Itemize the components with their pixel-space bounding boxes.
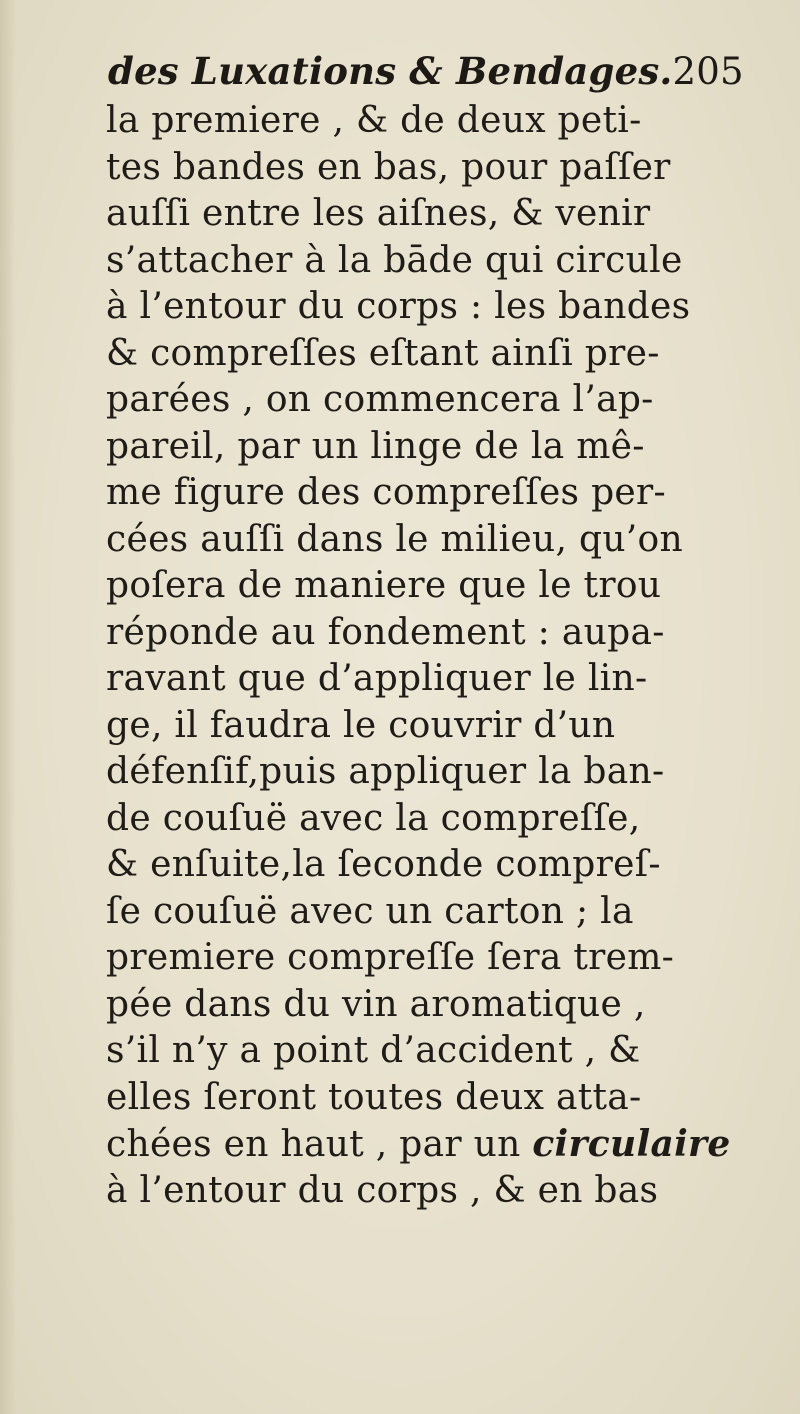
text-line: réponde au fondement : aupa- — [106, 611, 665, 653]
text-line: à l’entour du corps : les bandes — [106, 286, 691, 327]
text-line: cées auſſi dans le milieu, qu’on — [106, 518, 684, 560]
text-line: tes bandes en bas, pour paſſer — [106, 146, 671, 188]
text-line: elles ſeront toutes deux atta- — [106, 1076, 642, 1118]
text-line: me figure des compreſſes per- — [106, 472, 667, 513]
text-line: poſera de maniere que le trou — [106, 565, 662, 606]
emphasis-word: circulaire — [532, 1123, 731, 1165]
text-line: défenſif,puis appliquer la ban- — [106, 751, 665, 792]
text-line — [106, 1121, 731, 1168]
page-number: 205 — [672, 50, 744, 93]
text-line: parées , on commencera l’ap- — [106, 379, 654, 420]
text-line: pée dans du vin aromatique , — [106, 983, 646, 1025]
page-gutter-shadow — [0, 0, 16, 1414]
text-line: s’attacher à la bāde qui circule — [106, 239, 683, 281]
text-line-lead: chées en haut , par un — [106, 1124, 521, 1165]
text-line: de couſuë avec la compreſſe, — [106, 797, 641, 839]
text-line: la premiere , & de deux peti- — [106, 100, 642, 141]
running-title: des Luxations & Bendages. — [108, 49, 673, 93]
text-line: & compreſſes eſtant ainſi pre- — [106, 332, 660, 374]
text-line: auſſi entre les aiſnes, & venir — [106, 193, 651, 234]
text-line: ſe couſuë avec un carton ; la — [106, 890, 634, 932]
text-line: ge, il faudra le couvrir d’un — [106, 704, 616, 746]
text-line: à l’entour du corps , & en bas — [106, 1169, 659, 1211]
text-line: ravant que d’appliquer le lin- — [106, 658, 648, 699]
text-line: s’il n’y a point d’accident , & — [106, 1030, 641, 1071]
body-text — [106, 98, 731, 1214]
text-line: pareil, par un linge de la mê- — [106, 425, 645, 467]
text-line: & enſuite,la ſeconde compreſ- — [106, 844, 661, 885]
running-head — [108, 46, 744, 96]
text-line: premiere compreſſe ſera trem- — [106, 937, 675, 978]
